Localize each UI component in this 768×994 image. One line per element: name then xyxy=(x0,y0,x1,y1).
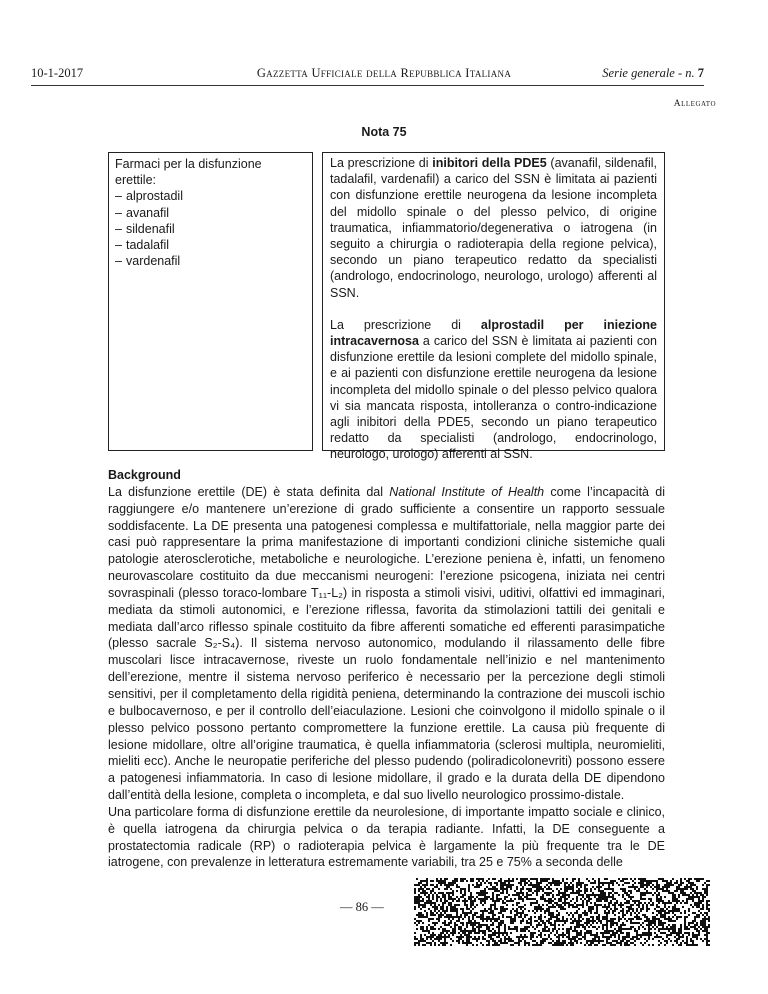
prescription-paragraph-alprostadil xyxy=(330,317,657,463)
page-header xyxy=(0,66,768,86)
nota-title: Nota 75 xyxy=(361,125,407,139)
text-run: La prescrizione di xyxy=(330,156,433,170)
prescription-box xyxy=(322,152,665,462)
drug-item: – alprostadil xyxy=(115,188,306,204)
prescription-paragraph-pde5 xyxy=(330,155,657,301)
series-label: Serie generale - n. xyxy=(602,66,695,80)
drug-item: – tadalafil xyxy=(115,237,306,253)
text-run: (avanafil, sildenafil, tadalafil, vardenafil) a carico del SSN è limitata ai pazienti con disfunzione erettile neurogena da lesione incompleta del midollo spinale o del plesso pelvico, di origine traumatica, infiammatorio/degenerativa o iatrogena (in seguito a chirurgia o radioterapia della regione pelvica), secondo un piano terapeutico redatto da specialisti (andrologo, endocrinologo, neurologo, urologo) afferenti al SSN. xyxy=(330,156,657,300)
series-number: 7 xyxy=(697,66,704,80)
header-title: Gazzetta Ufficiale della Repubblica Italiana xyxy=(256,66,512,80)
background-heading: Background xyxy=(108,468,181,482)
text-run: La disfunzione erettile (DE) è stata definita dal xyxy=(108,484,390,499)
allegato-label: Allegato xyxy=(673,99,716,109)
text-run: La prescrizione di xyxy=(330,317,481,332)
header-date: 10-1-2017 xyxy=(31,66,84,80)
header-rule xyxy=(31,85,704,86)
background-section xyxy=(108,467,665,871)
background-paragraph-2: Una particolare forma di disfunzione erettile da neurolesione, di importante impatto sociale e clinico, è quella iatrogena da chirurgia pelvica o da terapia radiante. Infatti, la DE conseguente a prostatectomia radicale (RP) o radioterapia pelvica è largamente la più frequente tra le DE iatrogene, con prevalenze in letteratura estremamente variabili, tra 25 e 75% a seconda delle xyxy=(108,804,665,870)
drug-item: – avanafil xyxy=(115,205,306,221)
drugs-heading: Farmaci per la disfunzione erettile: xyxy=(115,157,262,188)
barcode-image xyxy=(414,878,710,946)
background-paragraph-1 xyxy=(108,484,665,804)
bold-run: alprostadil per iniezione intracavernosa xyxy=(330,317,657,349)
header-series xyxy=(602,66,704,81)
drug-item: – sildenafil xyxy=(115,221,306,237)
text-run: come l’incapacità di raggiungere e/o mantenere un’erezione di grado sufficiente a consentire un rapporto sessuale soddisfacente. La DE presenta una patogenesi complessa e multifattoriale, nella maggior parte dei casi può rappresentare la prima manifestazione di importanti condizioni cliniche sistemiche quali patologie aterosclerotiche, metaboliche e neurologiche. L’erezione peniena è, infatti, un fenomeno neurovascolare costituito da due meccanismi neurogeni: l’erezione psicogena, iniziata nei centri sovraspinali (plesso toraco-lombare T₁₁-L₂) in risposta a stimoli visivi, uditivi, olfattivi ed immaginari, mediata da stimoli autonomici, e l’erezione riflessa, favorita da stimolazioni tattili dei genitali e mediata dall’arco riflesso spinale costituito da fibre afferenti somatiche ed efferenti parasimpatiche (plesso sacrale S₂-S₄). Il sistema nervoso autonomico, modulando il rilassamento delle fibre muscolari lisce intracavernose, riveste un ruolo fondamentale nell’inizio e nel mantenimento dell’erezione, mentre il sistema nervoso periferico è necessario per la percezione degli stimoli sensitivi, per il completamento della rigidità peniena, determinando la contrazione dei muscoli ischio e bulbocavernoso, e per il controllo dell’eiaculazione. Lesioni che coinvolgono il midollo spinale o il plesso pelvico possono pertanto compromettere la funzione erettile. La causa più frequente di lesione midollare, oltre all’origine traumatica, è quella infiammatoria (sclerosi multipla, neuromieliti, mieliti ecc). Anche le neuropatie periferiche del plesso pudendo (poliradicolonevriti) possono essere a patogenesi infiammatoria. In caso di lesione midollare, il grado e la durata della DE dipendono dall’entità della lesione, completa o incompleta, e dal suo livello neurologico prossimo-distale. xyxy=(108,484,665,803)
drug-item: – vardenafil xyxy=(115,253,306,269)
italic-run: National Institute of Health xyxy=(389,484,545,499)
drugs-list xyxy=(115,188,306,269)
bold-run: inibitori della PDE5 xyxy=(432,156,547,170)
text-run: a carico del SSN è limitata ai pazienti con disfunzione erettile da lesioni complete del midollo spinale, e ai pazienti con disfunzione erettile neurogena da lesione incompleta del midollo spinale o del plesso pelvico qualora vi sia mancata risposta, intolleranza o contro-indicazione agli inibitori della PDE5, secondo un piano terapeutico redatto da specialisti (andrologo, endocrinologo, neurologo, urologo) afferenti al SSN. xyxy=(330,334,657,462)
page-number: — 86 — xyxy=(340,900,384,914)
drugs-box xyxy=(108,152,313,451)
